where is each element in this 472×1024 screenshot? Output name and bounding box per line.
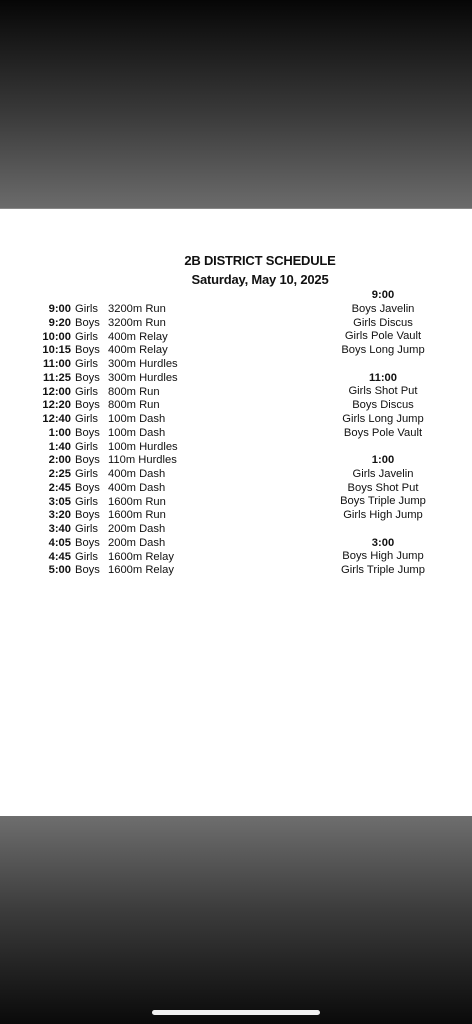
running-event-row (0, 509, 166, 523)
event-gender: Girls (75, 413, 98, 425)
field-session-time: 3:00 (371, 536, 395, 549)
event-gender: Girls (75, 468, 98, 480)
event-time: 3:05 (48, 495, 71, 508)
field-session-time: 11:00 (369, 371, 397, 384)
event-name: 3200m Run (108, 303, 166, 315)
event-name: 1600m Run (108, 495, 166, 508)
running-event-row (0, 358, 178, 372)
event-gender: Girls (75, 358, 98, 370)
field-event: Boys High Jump (342, 550, 424, 563)
top-background (0, 0, 472, 208)
event-time: 1:00 (48, 426, 71, 439)
running-event-row (0, 536, 166, 551)
field-event: Boys Long Jump (341, 344, 425, 356)
event-gender: Girls (75, 385, 98, 398)
event-name: 1600m Relay (108, 550, 174, 563)
spacer (333, 358, 433, 372)
field-event: Girls Triple Jump (341, 564, 425, 576)
running-event-row (0, 440, 178, 455)
running-event-row (0, 426, 166, 441)
event-name: 400m Dash (108, 468, 166, 480)
event-time: 2:45 (48, 481, 71, 494)
event-time: 12:00 (42, 385, 71, 398)
field-session-time: 1:00 (371, 454, 395, 466)
event-name: 400m Dash (108, 481, 166, 494)
event-time: 11:00 (43, 358, 71, 370)
event-time: 9:20 (48, 316, 71, 329)
event-name: 200m Dash (108, 523, 166, 535)
field-event: Boys Pole Vault (343, 426, 423, 439)
event-name: 200m Dash (108, 536, 166, 549)
event-gender: Girls (75, 550, 98, 563)
event-name: 100m Hurdles (108, 440, 178, 453)
event-time: 1:40 (48, 440, 71, 453)
running-event-row (0, 523, 166, 537)
event-time: 5:00 (48, 564, 71, 577)
field-event: Girls Pole Vault (344, 330, 422, 343)
running-event-row (0, 413, 166, 427)
event-gender: Girls (75, 495, 98, 508)
running-events-list (0, 303, 178, 578)
field-event: Girls Discus (353, 316, 413, 329)
event-time: 4:45 (48, 550, 71, 563)
event-time: 10:00 (42, 330, 71, 343)
event-gender: Boys (75, 426, 100, 439)
event-name: 100m Dash (108, 413, 166, 425)
running-event-row (0, 330, 168, 345)
event-time: 2:25 (48, 468, 71, 480)
home-indicator[interactable] (152, 1010, 320, 1015)
schedule-title: 2B DISTRICT SCHEDULE (184, 253, 336, 268)
event-gender: Boys (75, 481, 100, 494)
event-gender: Girls (75, 440, 98, 453)
running-event-row (0, 495, 166, 510)
event-gender: Boys (75, 454, 100, 467)
field-event: Boys Shot Put (347, 481, 419, 494)
event-name: 400m Relay (108, 344, 168, 357)
running-event-row (0, 468, 166, 482)
event-gender: Boys (75, 509, 100, 522)
event-name: 800m Run (108, 385, 160, 398)
event-name: 300m Hurdles (108, 358, 178, 370)
event-gender: Boys (75, 536, 100, 549)
event-time: 10:15 (42, 344, 71, 357)
running-event-row (0, 385, 160, 400)
event-gender: Boys (75, 564, 100, 577)
event-gender: Boys (75, 371, 100, 384)
event-gender: Boys (75, 344, 100, 357)
event-time: 9:00 (48, 303, 71, 315)
field-event: Girls Javelin (352, 467, 414, 480)
field-event: Girls Shot Put (348, 385, 418, 398)
event-time: 12:40 (42, 413, 71, 425)
spacer (333, 440, 433, 454)
event-gender: Boys (75, 399, 100, 412)
field-event: Boys Triple Jump (340, 495, 426, 508)
event-gender: Girls (75, 303, 98, 315)
field-event: Boys Discus (352, 399, 414, 411)
running-event-row (0, 303, 166, 317)
schedule-document (0, 208, 472, 817)
event-name: 800m Run (108, 399, 160, 412)
running-event-row (0, 564, 174, 578)
field-event: Boys Javelin (351, 302, 415, 315)
bottom-background (0, 816, 472, 1024)
running-event-row (0, 344, 168, 358)
event-time: 12:20 (42, 399, 71, 412)
field-session-time: 9:00 (371, 289, 395, 301)
event-name: 1600m Relay (108, 564, 174, 577)
running-event-row (0, 454, 177, 468)
event-time: 4:05 (48, 536, 71, 549)
spacer (333, 523, 433, 537)
event-gender: Boys (75, 316, 100, 329)
event-name: 300m Hurdles (108, 371, 178, 384)
event-time: 2:00 (48, 454, 71, 467)
event-time: 3:20 (48, 509, 71, 522)
field-event: Girls Long Jump (342, 412, 424, 425)
event-time: 11:25 (43, 371, 71, 384)
running-event-row (0, 371, 178, 386)
event-gender: Girls (75, 330, 98, 343)
event-name: 110m Hurdles (108, 454, 177, 467)
event-name: 400m Relay (108, 330, 168, 343)
event-name: 1600m Run (108, 509, 166, 522)
field-events-list (333, 289, 433, 578)
event-name: 3200m Run (108, 316, 166, 329)
schedule-date: Saturday, May 10, 2025 (191, 272, 329, 287)
running-event-row (0, 550, 174, 565)
running-event-row (0, 399, 160, 413)
running-event-row (0, 481, 166, 496)
field-event: Girls High Jump (343, 509, 423, 521)
event-time: 3:40 (48, 523, 71, 535)
event-name: 100m Dash (108, 426, 166, 439)
running-event-row (0, 316, 166, 331)
event-gender: Girls (75, 523, 98, 535)
